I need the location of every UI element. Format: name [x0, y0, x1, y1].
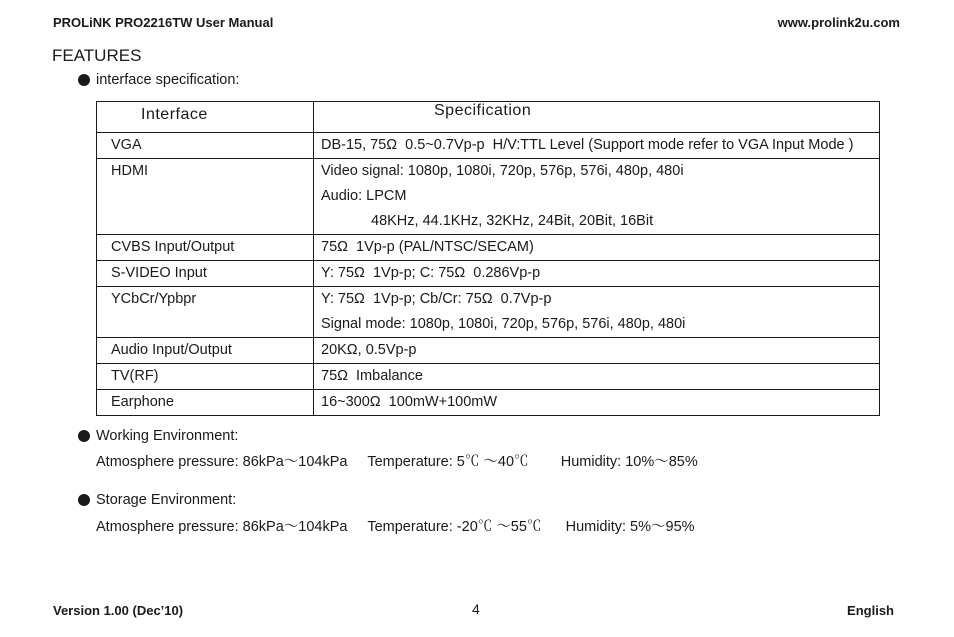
- working-environment-bullet: [78, 428, 238, 444]
- footer-language: English: [847, 603, 894, 618]
- spec-line: 75Ω Imbalance: [321, 368, 423, 384]
- interface-spec-label: interface specification:: [96, 72, 240, 88]
- row-interface: VGA: [97, 133, 314, 159]
- row-interface: HDMI: [97, 159, 314, 235]
- row-spec: [314, 338, 880, 364]
- table-row: [97, 287, 880, 338]
- table-row: [97, 159, 880, 235]
- row-spec: [314, 390, 880, 416]
- spec-line: Signal mode: 1080p, 1080i, 720p, 576p, 576i, 480p, 480i: [321, 316, 686, 332]
- spec-line: Y: 75Ω 1Vp-p; Cb/Cr: 75Ω 0.7Vp-p: [321, 291, 552, 307]
- row-interface: CVBS Input/Output: [97, 235, 314, 261]
- row-spec: [314, 235, 880, 261]
- bullet-icon: [78, 494, 90, 506]
- storage-environment-label: Storage Environment:: [96, 492, 237, 508]
- table-header-row: [97, 102, 880, 133]
- row-spec: [314, 133, 880, 159]
- row-interface: Earphone: [97, 390, 314, 416]
- spec-table: [96, 101, 880, 416]
- spec-line: Audio: LPCM: [321, 188, 407, 204]
- row-interface: S-VIDEO Input: [97, 261, 314, 287]
- row-spec: [314, 159, 880, 235]
- row-interface: Audio Input/Output: [97, 338, 314, 364]
- spec-line: 48KHz, 44.1KHz, 32KHz, 24Bit, 20Bit, 16Bit: [371, 213, 654, 229]
- spec-line: Y: 75Ω 1Vp-p; C: 75Ω 0.286Vp-p: [321, 265, 541, 281]
- spec-line: 75Ω 1Vp-p (PAL/NTSC/SECAM): [321, 239, 534, 255]
- row-spec: [314, 261, 880, 287]
- row-interface: YCbCr/Ypbpr: [97, 287, 314, 338]
- spec-line: 16~300Ω 100mW+100mW: [321, 394, 498, 410]
- interface-spec-bullet: [78, 72, 239, 88]
- table-row: [97, 261, 880, 287]
- header-title: PROLiNK PRO2216TW User Manual: [53, 15, 274, 30]
- footer-version: Version 1.00 (Dec’10): [53, 603, 184, 618]
- table-row: [97, 390, 880, 416]
- row-spec: [314, 287, 880, 338]
- working-environment-detail: Atmosphere pressure: 86kPa～104kPa Temperature: 5℃ ～40℃ Humidity: 10%～85%: [96, 454, 698, 470]
- row-interface: TV(RF): [97, 364, 314, 390]
- storage-environment-bullet: [78, 492, 236, 508]
- working-environment-label: Working Environment:: [96, 428, 239, 444]
- spec-line: 20KΩ, 0.5Vp-p: [321, 342, 417, 358]
- table-row: [97, 338, 880, 364]
- spec-line: DB-15, 75Ω 0.5~0.7Vp-p H/V:TTL Level (Support mode refer to VGA Input Mode ): [321, 137, 854, 153]
- table-row: [97, 133, 880, 159]
- section-title: FEATURES: [52, 46, 142, 65]
- table-row: [97, 364, 880, 390]
- table-row: [97, 235, 880, 261]
- spec-line: Video signal: 1080p, 1080i, 720p, 576p, 576i, 480p, 480i: [321, 163, 684, 179]
- bullet-icon: [78, 430, 90, 442]
- page-number: 4: [472, 601, 480, 617]
- bullet-icon: [78, 74, 90, 86]
- row-spec: [314, 364, 880, 390]
- table-header-specification: Specification: [314, 102, 880, 133]
- header-url: www.prolink2u.com: [777, 15, 900, 30]
- table-header-interface: Interface: [97, 102, 314, 133]
- storage-environment-detail: Atmosphere pressure: 86kPa～104kPa Temperature: -20℃ ～55℃ Humidity: 5%～95%: [96, 519, 695, 535]
